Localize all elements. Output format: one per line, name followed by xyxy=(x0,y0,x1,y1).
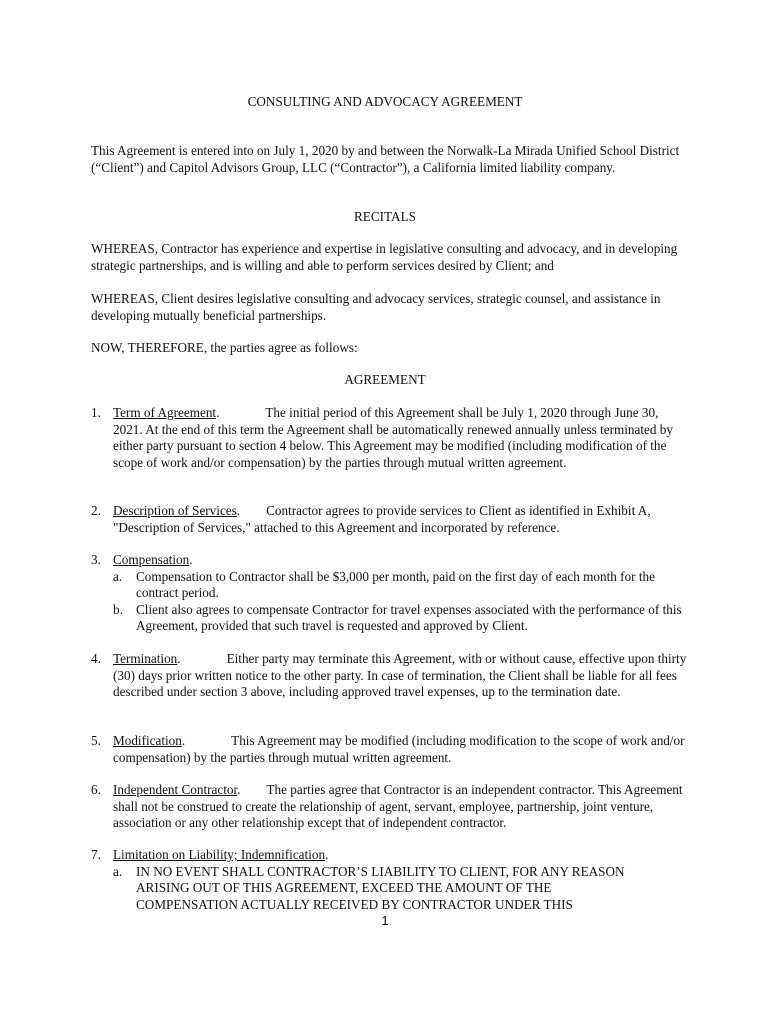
section-text: The parties agree that Contractor is an independent contractor. This Agreement shall not be construed to create the relationship of agent, servant, employee, partnership, joint venture, association or any other relationship except that of independent contractor. xyxy=(113,782,683,830)
section-heading: Termination xyxy=(113,651,178,666)
section-text: This Agreement may be modified (including modification to the scope of work and/or compensation) by the parties through mutual written agreement. xyxy=(113,733,685,765)
now-therefore-text: NOW, THEREFORE, the parties agree as follows: xyxy=(91,340,358,355)
intro-paragraph xyxy=(91,143,691,176)
section-body: Modification. This Agreement may be modified (including modification to the scope of work and/or compensation) by the parties through mutual written agreement. xyxy=(113,733,685,765)
section-number: 3. xyxy=(91,552,101,567)
section-text: Contractor agrees to provide services to Client as identified in Exhibit A, "Description of Services," attached to this Agreement and incorporated by reference. xyxy=(113,503,651,535)
agreement-heading: AGREEMENT xyxy=(344,372,426,387)
section-5 xyxy=(91,733,691,766)
document-title: CONSULTING AND ADVOCACY AGREEMENT xyxy=(247,94,523,109)
whereas-text-1: WHEREAS, Contractor has experience and expertise in legislative consulting and advocacy, and in developing strategic partnerships, and is willing and able to perform services desired by Client; and xyxy=(91,241,678,273)
section-body: Compensation. xyxy=(113,552,193,567)
now-therefore-paragraph xyxy=(91,340,691,357)
subitem-text: Client also agrees to compensate Contractor for travel expenses associated with the performance of this Agreement, provided that such travel is requested and approved by Client. xyxy=(136,601,682,633)
section-heading: Term of Agreement xyxy=(113,405,217,420)
whereas-paragraph-2 xyxy=(91,291,691,324)
section-body: Termination. Either party may terminate this Agreement, with or without cause, effective upon thirty (30) days prior written notice to the other party. In case of termination, the Client shall be liable for all fees described under section 3 above, including approved travel expenses, up to the termination date. xyxy=(113,651,687,699)
section-heading: Description of Services xyxy=(113,503,237,518)
section-text: Either party may terminate this Agreement, with or without cause, effective upon thirty (30) days prior written notice to the other party. In case of termination, the Client shall be liable for all fees described under section 3 above, including approved travel expenses, up to the termination date. xyxy=(113,651,687,699)
section-1 xyxy=(91,405,691,471)
section-number: 6. xyxy=(91,782,101,797)
section-number: 7. xyxy=(91,847,101,862)
section-body: Description of Services. Contractor agrees to provide services to Client as identified in Exhibit A, "Description of Services," attached to this Agreement and incorporated by reference. xyxy=(113,503,651,535)
section-text: The initial period of this Agreement shall be July 1, 2020 through June 30, 2021. At the end of this term the Agreement shall be automatically renewed annually unless terminated by either party pursuant to section 4 below. This Agreement may be modified (including modification of the scope of work and/or compensation) by the parties through mutual written agreement. xyxy=(113,405,673,470)
section-3 xyxy=(91,552,691,635)
section-body: Independent Contractor. The parties agree that Contractor is an independent contractor. This Agreement shall not be construed to create the relationship of agent, servant, employee, partnership, joint venture, association or any other relationship except that of independent contractor. xyxy=(113,782,683,830)
subitem xyxy=(113,864,691,914)
subitem xyxy=(113,602,691,635)
section-heading: Compensation xyxy=(113,552,190,567)
section-body: Limitation on Liability; Indemnification. xyxy=(113,847,329,862)
section-heading: Modification xyxy=(113,733,182,748)
section-7 xyxy=(91,847,691,913)
section-2 xyxy=(91,503,691,536)
whereas-paragraph-1 xyxy=(91,241,691,274)
section-heading: Independent Contractor xyxy=(113,782,238,797)
section-number: 4. xyxy=(91,651,101,666)
subitem-label: a. xyxy=(113,863,123,879)
section-number: 2. xyxy=(91,503,101,518)
intro-text: This Agreement is entered into on July 1, 2020 by and between the Norwalk-La Mirada Unified School District (“Client”) and Capitol Advisors Group, LLC (“Contractor”), a California limited liability company. xyxy=(91,143,680,175)
section-number: 5. xyxy=(91,733,101,748)
page-number: 1 xyxy=(381,913,389,928)
section-4 xyxy=(91,651,691,701)
section-6 xyxy=(91,782,691,832)
subitem xyxy=(113,569,691,602)
whereas-text-2: WHEREAS, Client desires legislative consulting and advocacy services, strategic counsel, and assistance in developing mutually beneficial partnerships. xyxy=(91,291,661,323)
subitem-label: a. xyxy=(113,568,123,584)
subitem-text: IN NO EVENT SHALL CONTRACTOR’S LIABILITY TO CLIENT, FOR ANY REASON ARISING OUT OF THIS AGREEMENT, EXCEED THE AMOUNT OF THE COMPENSATION ACTUALLY RECEIVED BY CONTRACTOR UNDER THIS xyxy=(136,863,625,912)
subitem-label: b. xyxy=(113,601,123,617)
section-number: 1. xyxy=(91,405,101,420)
section-body: Term of Agreement. The initial period of this Agreement shall be July 1, 2020 through June 30, 2021. At the end of this term the Agreement shall be automatically renewed annually unless terminated by either party pursuant to section 4 below. This Agreement may be modified (including modification of the scope of work and/or compensation) by the parties through mutual written agreement. xyxy=(113,405,673,470)
recitals-heading: RECITALS xyxy=(354,209,416,224)
section-heading: Limitation on Liability; Indemnification xyxy=(113,847,326,862)
subitem-text: Compensation to Contractor shall be $3,000 per month, paid on the first day of each month for the contract period. xyxy=(136,568,655,600)
